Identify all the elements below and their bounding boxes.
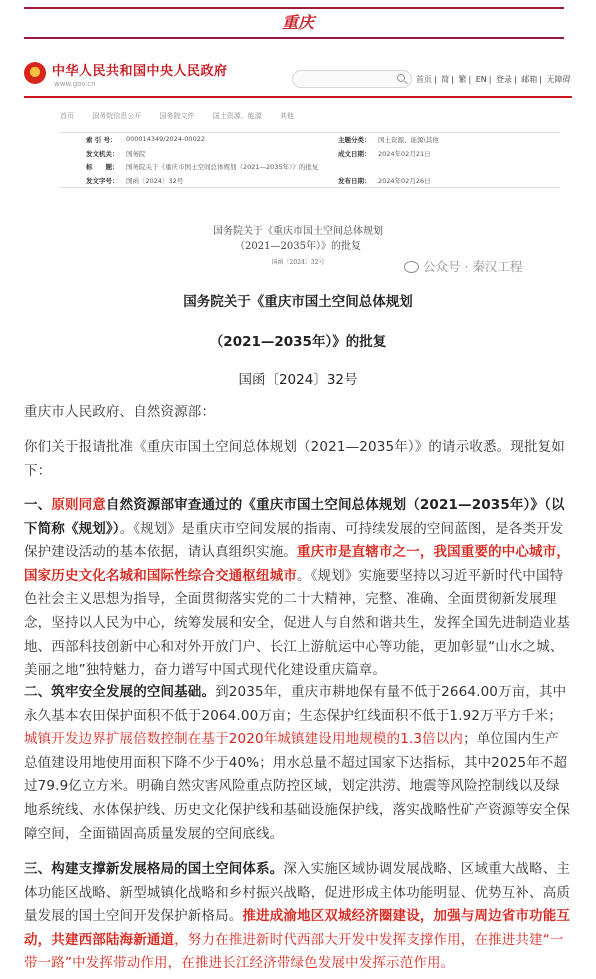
gov-nav-links: 首页 | 简 | 繁 | EN | 登录 | 邮箱 | 无障碍	[416, 75, 571, 84]
gov-header	[24, 54, 572, 102]
meta-value: 国土资源、能源\其他	[378, 136, 439, 144]
meta-label: 发文字号：	[86, 176, 119, 185]
breadcrumb-item[interactable]: 其他	[279, 112, 294, 120]
header-banner	[0, 0, 596, 42]
section-2-text: 到2035年，重庆市耕地保有量不低于2664.00万亩，其中永久基本农田保护面积不低于2064.00万亩；生态保护红线面积不低于1.92万平方千米；	[24, 684, 567, 724]
search-icon[interactable]	[397, 74, 405, 82]
wechat-watermark	[404, 257, 522, 275]
nav-link-login[interactable]: 登录	[496, 75, 513, 84]
gov-doc-number: 国函〔2024〕32号	[271, 259, 325, 266]
highlight-urban-boundary: 城镇开发边界扩展倍数控制在基于2020年城镇建设用地规模的1.3倍以内	[24, 731, 464, 748]
gov-doc-title-line1: 国务院关于《重庆市国土空间总体规划	[213, 226, 383, 237]
meta-value: 000014349/2024-00022	[126, 135, 205, 143]
meta-value: 2024年02月26日	[378, 176, 431, 185]
meta-label: 发布日期：	[338, 176, 371, 185]
nav-link-accessibility[interactable]: 无障碍	[546, 75, 571, 84]
highlight-western-role: ，努力在推进新时代西部大开发中发挥支撑作用，在推进共建“一带一路”中发挥带动作用，在推进长江经济带绿色发展中发挥示范作用。	[24, 931, 564, 972]
meta-row	[60, 147, 560, 161]
gov-site-name: 中华人民共和国中央人民政府	[52, 64, 228, 79]
section-1-paragraph	[24, 494, 572, 683]
intro-paragraph: 你们关于报请批准《重庆市国土空间总体规划（2021—2035年）》的请示收悉。现批复如下：	[24, 439, 565, 479]
nav-link-home[interactable]: 首页	[416, 75, 432, 84]
section-3-text: 深入实施区域协调发展战略、区域重大战略、主体功能区战略、新型城镇化战略和乡村振兴战略，促进形成主体功能明显、优势互补、高质量发展的国土空间开发保护新格局。	[24, 861, 571, 925]
section-3-heading: 三、构建支撑新发展格局的国土空间体系。	[24, 861, 284, 877]
section-1-bold: 自然资源部审查通过的《重庆市国土空间总体规划（2021—2035年）》（以下简称《规划》）	[24, 497, 565, 537]
meta-label: 发文机关：	[86, 149, 119, 158]
section-2-heading: 二、筑牢安全发展的空间基础。	[24, 684, 216, 700]
section-1-text: 。《规划》是重庆市空间发展的指南、可持续发展的空间蓝图，是各类开发保护建设活动的基本依据，请认真组织实施。	[24, 520, 564, 561]
nav-link-traditional[interactable]: 繁	[458, 75, 467, 84]
meta-label: 标 题：	[86, 163, 119, 171]
section-3-paragraph	[24, 858, 572, 976]
breadcrumb	[60, 111, 310, 121]
meta-value: 国函〔2024〕32号	[126, 176, 184, 185]
highlight-chengyu: 推进成渝地区双城经济圈建设，加强与周边省市功能互动，共建西部陆海新通道	[24, 908, 571, 948]
banner-bottom-rule	[24, 37, 564, 39]
breadcrumb-item[interactable]: 国土资源、能源	[212, 112, 262, 120]
nav-link-mail[interactable]: 邮箱	[521, 75, 538, 84]
meta-value: 2024年02月21日	[378, 149, 431, 158]
wechat-icon	[404, 261, 419, 273]
banner-title: 重庆	[281, 13, 314, 32]
meta-value: 国务院关于《重庆市国土空间总体规划（2021—2035年）》的批复	[126, 163, 319, 171]
doc-meta-table	[60, 132, 560, 188]
meta-value: 国务院	[126, 149, 146, 158]
section-1-number: 一、	[24, 497, 52, 513]
gov-doc-title-line2: （2021—2035年）》的批复	[235, 241, 361, 252]
breadcrumb-item[interactable]: 国务院文件	[159, 112, 195, 120]
gov-search-input[interactable]	[292, 70, 412, 88]
national-emblem-icon	[24, 62, 46, 84]
article-title-line1: 国务院关于《重庆市国土空间总体规划	[183, 294, 413, 310]
meta-label: 主题分类：	[338, 136, 371, 144]
breadcrumb-item[interactable]: 国务院信息公开	[92, 112, 142, 120]
section-1-text-2: 。《规划》实施要坚持以习近平新时代中国特色社会主义思想为指导，全面贯彻落实党的二十大精神，完整、准确、全面贯彻新发展理念，坚持以人民为中心，统筹发展和安全，促进人与自然和谐共生，发挥全国先进制造业基地、西部科技创新中心和对外开放门户、长江上游航运中心等功能，更加彰显“山水之城、美丽之地”独特魅力，奋力谱写中国式现代化建设重庆篇章。	[24, 567, 570, 679]
gov-site-url: www.gov.cn	[54, 80, 96, 88]
meta-row	[60, 160, 560, 174]
salutation: 重庆市人民政府、自然资源部：	[24, 404, 216, 420]
meta-row	[60, 133, 560, 147]
gov-header-rule	[24, 96, 572, 98]
highlight-approve: 原则同意	[51, 497, 106, 513]
article-title-line2: （2021—2035年）》的批复	[209, 334, 387, 350]
highlight-city-status: 重庆市是直辖市之一，我国重要的中心城市，国家历史文化名城和国际性综合交通枢纽城市	[24, 544, 570, 584]
breadcrumb-item[interactable]: 首页	[60, 112, 74, 120]
banner-top-rule	[24, 7, 564, 9]
gov-screenshot	[24, 54, 572, 282]
nav-link-english[interactable]: EN	[475, 75, 487, 84]
meta-label: 成文日期：	[338, 149, 371, 158]
nav-link-simplified[interactable]: 简	[441, 75, 450, 84]
article-doc-number: 国函〔2024〕32号	[238, 372, 358, 388]
watermark-text: 公众号 · 秦汉工程	[423, 259, 523, 274]
meta-row	[60, 174, 560, 188]
section-2-text-2: ；单位国内生产总值建设用地使用面积下降不少于40%；用水总量不超过国家下达指标，其中2025年不超过79.9亿立方米。明确自然灾害风险重点防控区域，划定洪涝、地震等风险控制线以及绿地系统线、水体保护线、历史文化保护线和基础设施保护线，落实战略性矿产资源等安全保障空间，全面锚固高质量发展的空间底线。	[24, 731, 570, 842]
section-2-paragraph	[24, 681, 572, 846]
meta-label: 索 引 号：	[86, 136, 117, 144]
